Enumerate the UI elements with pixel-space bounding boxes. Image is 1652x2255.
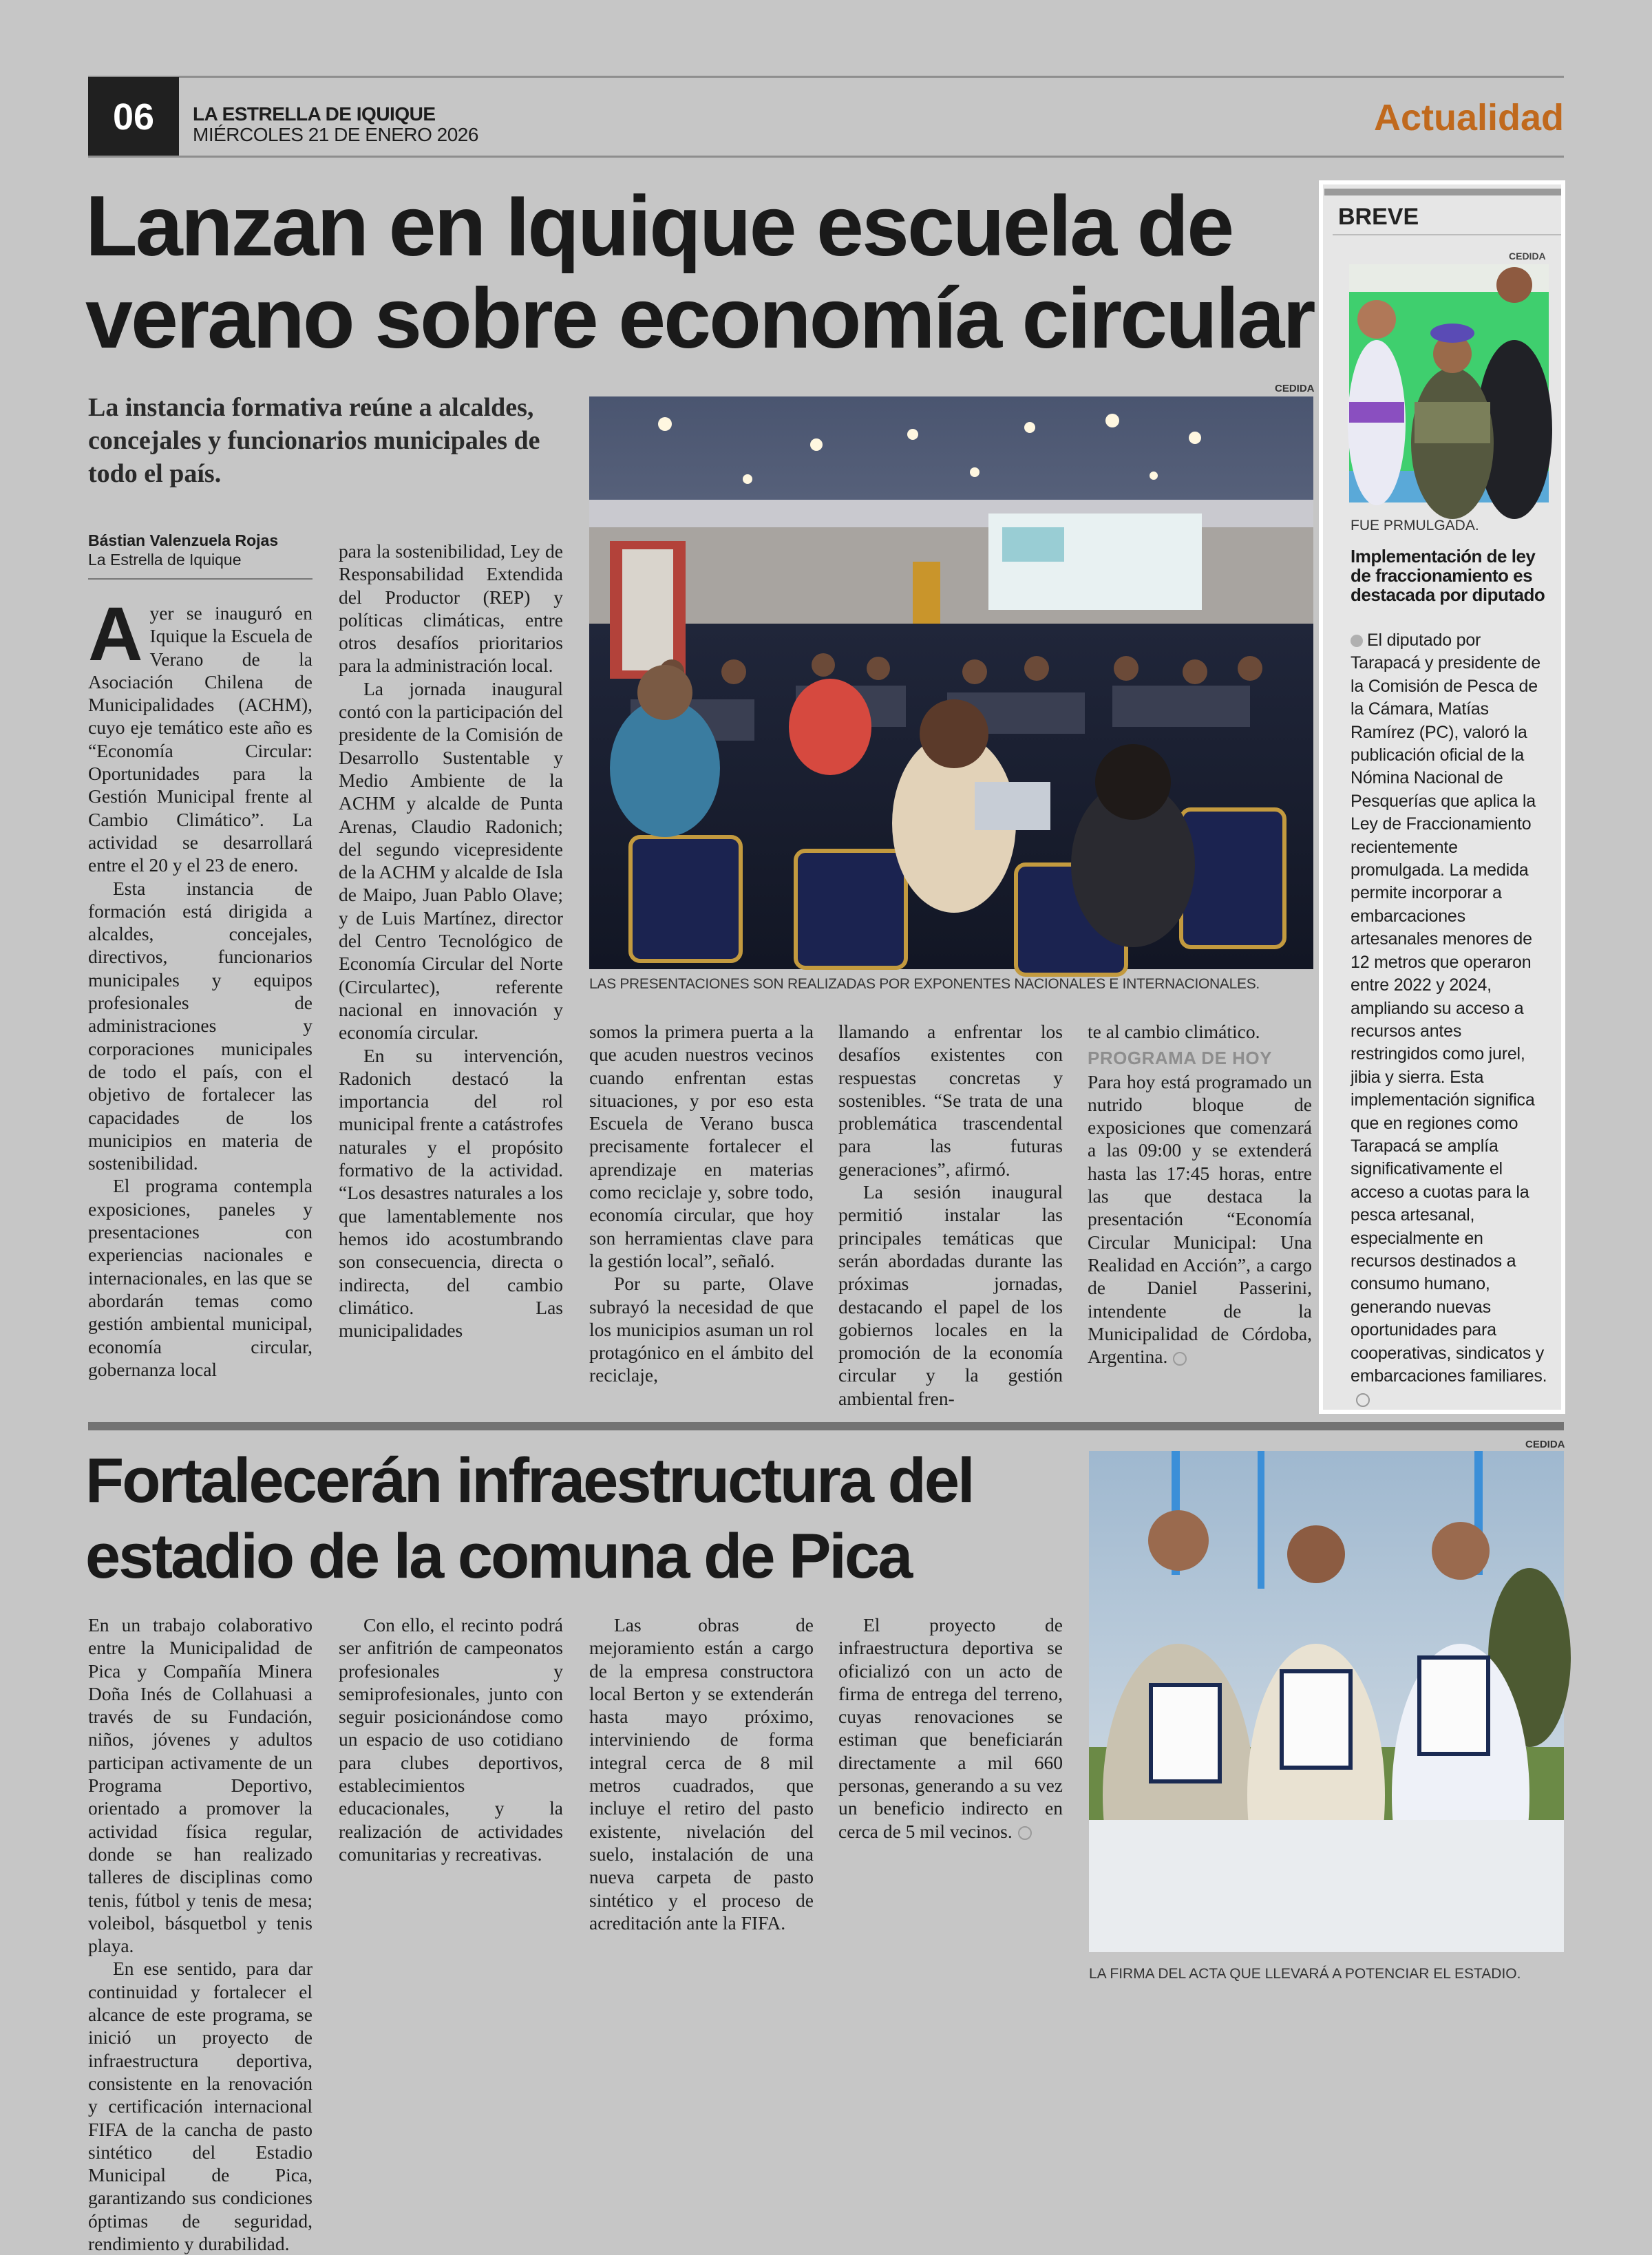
article-1-column-2: [339, 540, 563, 1342]
conference-room-image: [589, 396, 1313, 969]
edition-date: MIÉRCOLES 21 DE ENERO 2026: [193, 124, 478, 145]
article-1-column-3: [589, 1020, 814, 1387]
end-mark-icon: [1356, 1393, 1370, 1407]
sidebar-body: [1351, 629, 1552, 1411]
article-1-subheadline: La instancia formativa reúne a alcaldes, concejales y funcionarios municipales de todo el país.: [88, 393, 540, 488]
sidebar-title: BREVE: [1338, 204, 1419, 230]
conference-photo: [589, 396, 1313, 969]
newspaper-name: LA ESTRELLA DE IQUIQUE: [193, 103, 436, 125]
article-1-paragraph: Esta instancia de formación está dirigida a alcaldes, concejales, directivos, funcionarios municipales y equipos profesionales de administraciones y corporaciones municipales de todo el país, con el objetivo de fortalecer las capacidades de los municipios en materia de sostenibilidad.: [88, 877, 313, 1174]
article-2-column-1: [88, 1613, 313, 2255]
article-1-paragraph: te al cambio climático.: [1088, 1021, 1260, 1042]
three-men-image: [1349, 264, 1549, 502]
article-1-paragraph: yer se inauguró en Iquique la Escuela de Verano de la Asociación Chilena de Municipalidades (ACHM), cuyo eje temático este año es “Economía Circular: Oportunidades para la Gestión Municipal frente al Cambio Climático”. La actividad se desarrollará entre el 20 y el 23 de enero.: [88, 602, 313, 876]
article-1-paragraph: Para hoy está programado un nutrido bloque de exposiciones que comenzará a las 09:00 y se extenderá hasta las 17:45 horas, entre las que destaca la presentación “Economía Circular Municipal: Una Realidad en Acción”, a cargo de Daniel Passerini, intendente de la Municipalidad de Córdoba, Argentina.: [1088, 1070, 1312, 1368]
sidebar-title-bar: [1324, 189, 1561, 195]
article-2-headline: Fortalecerán infraestructura del estadio de la comuna de Pica: [85, 1446, 973, 1591]
article-1-column-4: [838, 1020, 1063, 1410]
article-1-paragraph: La sesión inaugural permitió instalar las principales temáticas que serán abordadas durante las próximas jornadas, destacando el papel de los gobiernos locales en la promoción de la economía circular y la gestión ambiental fren-: [838, 1181, 1063, 1409]
byline-rule: [88, 578, 313, 580]
article-1-column-5: [1088, 1020, 1312, 1368]
article-2-paragraph: En ese sentido, para dar continuidad y fortalecer el alcance de este programa, se inició un proyecto de infraestructura deportiva, consistente en la renovación y certificación internacional FIFA de la cancha de pasto sintético del Estadio Municipal de Pica, garantizando sus condiciones óptimas de seguridad, rendimiento y durabilidad.: [88, 1958, 313, 2255]
sidebar-photo: [1349, 264, 1549, 502]
article-1-paragraph: Por su parte, Olave subrayó la necesidad de que los municipios asuman un rol protagónico en el ámbito del reciclaje,: [589, 1273, 814, 1386]
article-1-paragraph: La jornada inaugural contó con la participación del presidente de la Comisión de Desarrollo Sustentable y Medio Ambiente de la ACHM y alcalde de Punta Arenas, Claudio Radonich; del segundo vicepresidente de la ACHM y alcalde de Isla de Maipo, Juan Pablo Olave; y de Luis Martínez, director del Centro Tecnológico de Economía Circular del Norte (Circulartec), referente nacional en innovación y economía circular.: [339, 677, 563, 1044]
article-2-paragraph: Con ello, el recinto podrá ser anfitrión de campeonatos profesionales y semiprofesionales, junto con seguir posicionándose como un espacio de uso cotidiano para clubes deportivos, establecimientos educacionales, y la realización de actividades comunitarias y recreativas.: [339, 1614, 563, 1865]
sidebar-title-rule: [1333, 234, 1561, 235]
section-divider: [88, 1422, 1564, 1430]
photo-credit: CEDIDA: [1275, 383, 1315, 394]
photo-caption: LA FIRMA DEL ACTA QUE LLEVARÁ A POTENCIAR EL ESTADIO.: [1089, 1966, 1521, 1982]
sidebar-headline: Implementación de ley de fraccionamiento es destacada por diputado: [1351, 546, 1545, 605]
sidebar-photo-caption: FUE PRMULGADA.: [1351, 518, 1479, 533]
sidebar-photo-credit: CEDIDA: [1509, 251, 1546, 262]
section-title: Actualidad: [1373, 97, 1564, 138]
article-2-column-4: [838, 1613, 1063, 1843]
signing-photo: [1089, 1451, 1564, 1952]
article-1-paragraph: En su intervención, Radonich destacó la importancia del rol municipal frente a catástrofes naturales y el propósito formativo de la actividad. “Los desastres naturales a los que lamentablemente nos hemos ido acostumbrando son consecuencia, directa o indirecta, del cambio climático. Las municipalidades: [339, 1044, 563, 1342]
article-1-column-1: [88, 592, 313, 1381]
byline-organization: La Estrella de Iquique: [88, 551, 242, 569]
article-2-paragraph: El proyecto de infraestructura deportiva se oficializó con un acto de firma de entrega del terreno, cuyas renovaciones se estiman que beneficiarán directamente a mil 660 personas, generando a su vez un beneficio indirecto en cerca de 5 mil vecinos.: [838, 1614, 1063, 1842]
top-rule: [88, 76, 1564, 78]
bullet-icon: [1351, 635, 1363, 647]
sidebar-body-text: El diputado por Tarapacá y presidente de la Comisión de Pesca de la Cámara, Matías Ramírez (PC), valoró la publicación oficial de la Nómina Nacional de Pesquerías que aplica la Ley de Fraccionamiento recientemente promulgada. La medida permite incorporar a embarcaciones artesanales menores de 12 metros que operaron entre 2022 y 2024, ampliando su acceso a recursos antes restringidos como jurel, jibia y sierra. Esta implementación significa que en regiones como Tarapacá se amplía significativamente el acceso a cuotas para la pesca artesanal, especialmente en recursos destinados a consumo humano, generando nuevas oportunidades para cooperativas, sindicatos y embarcaciones familiares.: [1351, 631, 1547, 1386]
article-2-paragraph: Las obras de mejoramiento están a cargo de la empresa constructora local Berton y se extenderán hasta mayo próximo, interviniendo de forma integral cerca de 8 mil metros cuadrados, que incluye el retiro del pasto existente, nivelación del suelo, instalación de una nueva carpeta de pasto sintético y el proceso de acreditación ante la FIFA.: [589, 1614, 814, 1934]
section-subhead: PROGRAMA DE HOY: [1088, 1048, 1272, 1069]
end-mark-icon: [1173, 1352, 1187, 1366]
article-1-paragraph: llamando a enfrentar los desafíos existentes con respuestas concretas y sostenibles. “Se trata de una problemática trascendental para las futuras generaciones”, afirmó.: [838, 1021, 1063, 1180]
article-1-paragraph: somos la primera puerta a la que acuden nuestros vecinos cuando enfrentan estas situaciones, y por eso esta Escuela de Verano busca precisamente fortalecer el aprendizaje en materias como reciclaje y, sobre todo, economía circular, que hoy son herramientas clave para la gestión local”, señaló.: [589, 1021, 814, 1271]
header-rule: [88, 156, 1564, 158]
article-2-column-2: [339, 1613, 563, 1865]
end-mark-icon: [1018, 1826, 1032, 1840]
page-number: 06: [88, 77, 179, 157]
photo-credit: CEDIDA: [1525, 1439, 1565, 1450]
dropcap: A: [88, 592, 143, 677]
article-2-paragraph: En un trabajo colaborativo entre la Municipalidad de Pica y Compañía Minera Doña Inés de Collahuasi a través de su Fundación, niños, jóvenes y adultos participan activamente de un Programa Deportivo, orientado a promover la actividad física regular, donde se han realizado talleres de disciplinas como tenis, fútbol y tenis de mesa; voleibol, básquetbol y tenis playa.: [88, 1614, 313, 1957]
byline-author: Bástian Valenzuela Rojas: [88, 531, 279, 549]
photo-caption: LAS PRESENTACIONES SON REALIZADAS POR EXPONENTES NACIONALES E INTERNACIONALES.: [589, 976, 1260, 992]
article-1-paragraph: para la sostenibilidad, Ley de Responsabilidad Extendida del Productor (REP) y políticas climáticas, entre otros desafíos prioritarios para la administración local.: [339, 540, 563, 677]
article-1-headline: Lanzan en Iquique escuela de verano sobre economía circular: [85, 179, 1314, 366]
article-2-column-3: [589, 1613, 814, 1934]
three-men-signing-image: [1089, 1451, 1564, 1952]
article-1-paragraph: El programa contempla exposiciones, paneles y presentaciones con experiencias nacionales e internacionales, en las que se abordarán temas como gestión ambiental municipal, economía circular, gobernanza local: [88, 1175, 313, 1380]
